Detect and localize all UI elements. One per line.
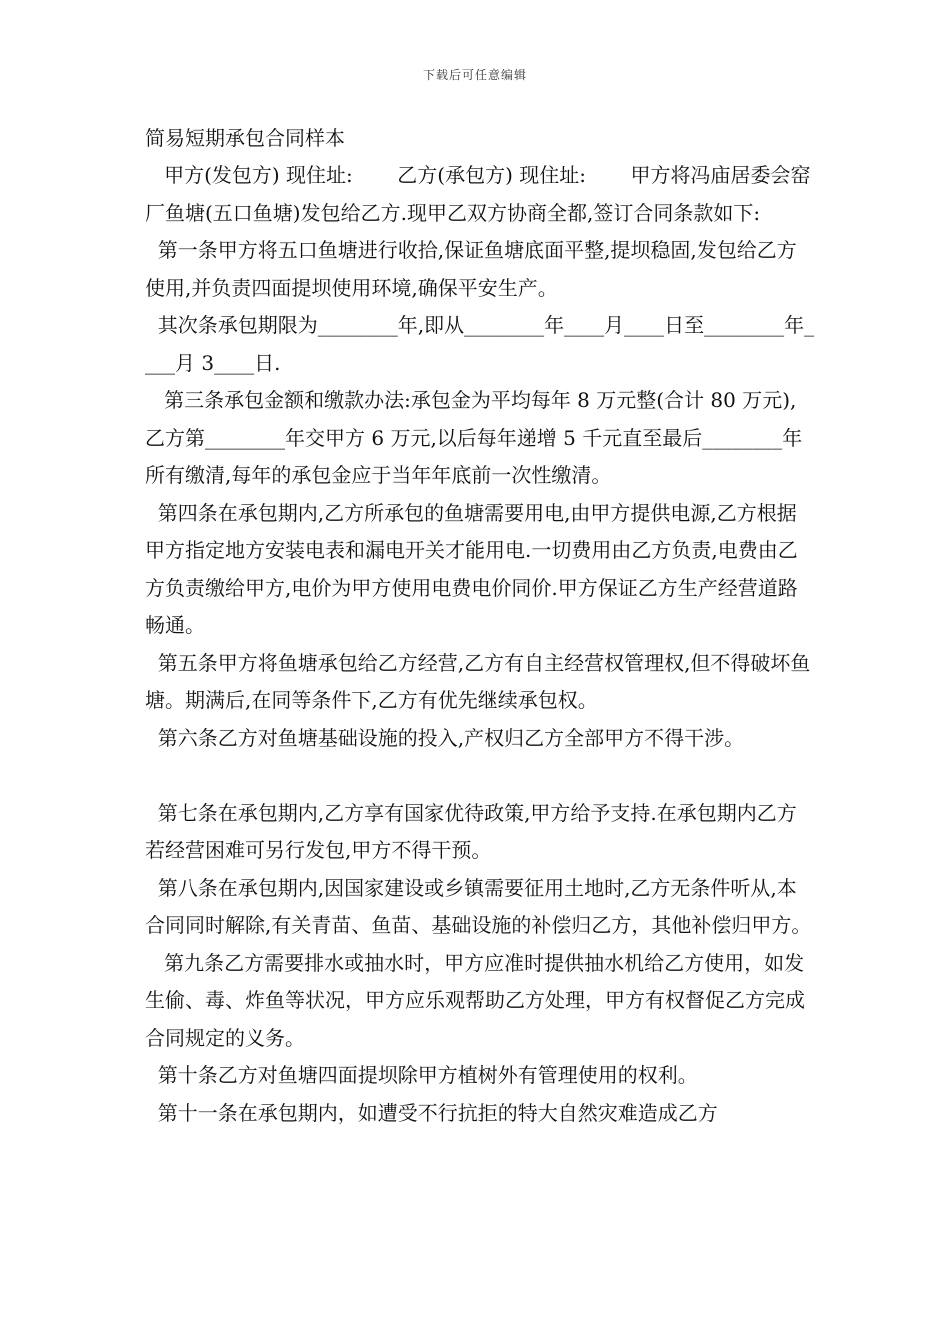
paragraph-article-7: 第七条在承包期内,乙方享有国家优待政策,甲方给予支持.在承包期内乙方若经营困难可另行发包,甲方不得干预。: [145, 800, 797, 862]
document-title: 简易短期承包合同样本: [145, 126, 345, 150]
paragraph-article-4: 第四条在承包期内,乙方所承包的鱼塘需要用电,由甲方提供电源,乙方根据甲方指定地方安装电表和漏电开关才能用电.一切费用由乙方负责,电费由乙方负责缴给甲方,电价为甲方使用电费电价同价.甲方保证乙方生产经营道路畅通。: [145, 500, 798, 637]
paragraph-article-3: 第三条承包金额和缴款办法:承包金为平均每年 8 万元整(合计 80 万元),乙方第________年交甲方 6 万元,以后每年递增 5 千元直至最后________年所有缴清,每年的承包金应于当年年底前一次性缴清。: [145, 388, 803, 487]
paragraph-parties: 甲方(发包方) 现住址: 乙方(承包方) 现住址: 甲方将冯庙居委会窑厂鱼塘(五口鱼塘)发包给乙方.现甲乙双方协商全都,签订合同条款如下:: [145, 163, 811, 225]
paragraph-article-1: 第一条甲方将五口鱼塘进行收拾,保证鱼塘底面平整,提坝稳固,发包给乙方使用,并负责四面提坝使用环境,确保平安生产。: [145, 238, 797, 300]
paragraph-article-5: 第五条甲方将鱼塘承包给乙方经营,乙方有自主经营权管理权,但不得破坏鱼塘。期满后,在同等条件下,乙方有优先继续承包权。: [145, 650, 811, 712]
paragraph-article-8: 第八条在承包期内,因国家建设或乡镇需要征用土地时,乙方无条件听从,本合同同时解除,有关青苗、鱼苗、基础设施的补偿归乙方，其他补偿归甲方。: [145, 875, 812, 937]
page-header-note: 下载后可任意编辑: [422, 68, 527, 82]
blank-line: [145, 757, 815, 795]
document-body: [145, 120, 815, 1132]
paragraph-article-9: 第九条乙方需要排水或抽水时，甲方应准时提供抽水机给乙方使用，如发生偷、毒、炸鱼等状况，甲方应乐观帮助乙方处理，甲方有权督促乙方完成合同规定的义务。: [145, 950, 805, 1050]
paragraph-article-6: 第六条乙方对鱼塘基础设施的投入,产权归乙方全部甲方不得干涉。: [145, 725, 745, 750]
paragraph-article-2: 其次条承包期限为________年,即从________年____月____日至________年____月 3____日.: [145, 313, 815, 375]
paragraph-article-11: 第十一条在承包期内，如遭受不行抗拒的特大自然灾难造成乙方: [145, 1100, 718, 1125]
paragraph-article-10: 第十条乙方对鱼塘四面提坝除甲方植树外有管理使用的权利。: [145, 1063, 698, 1087]
